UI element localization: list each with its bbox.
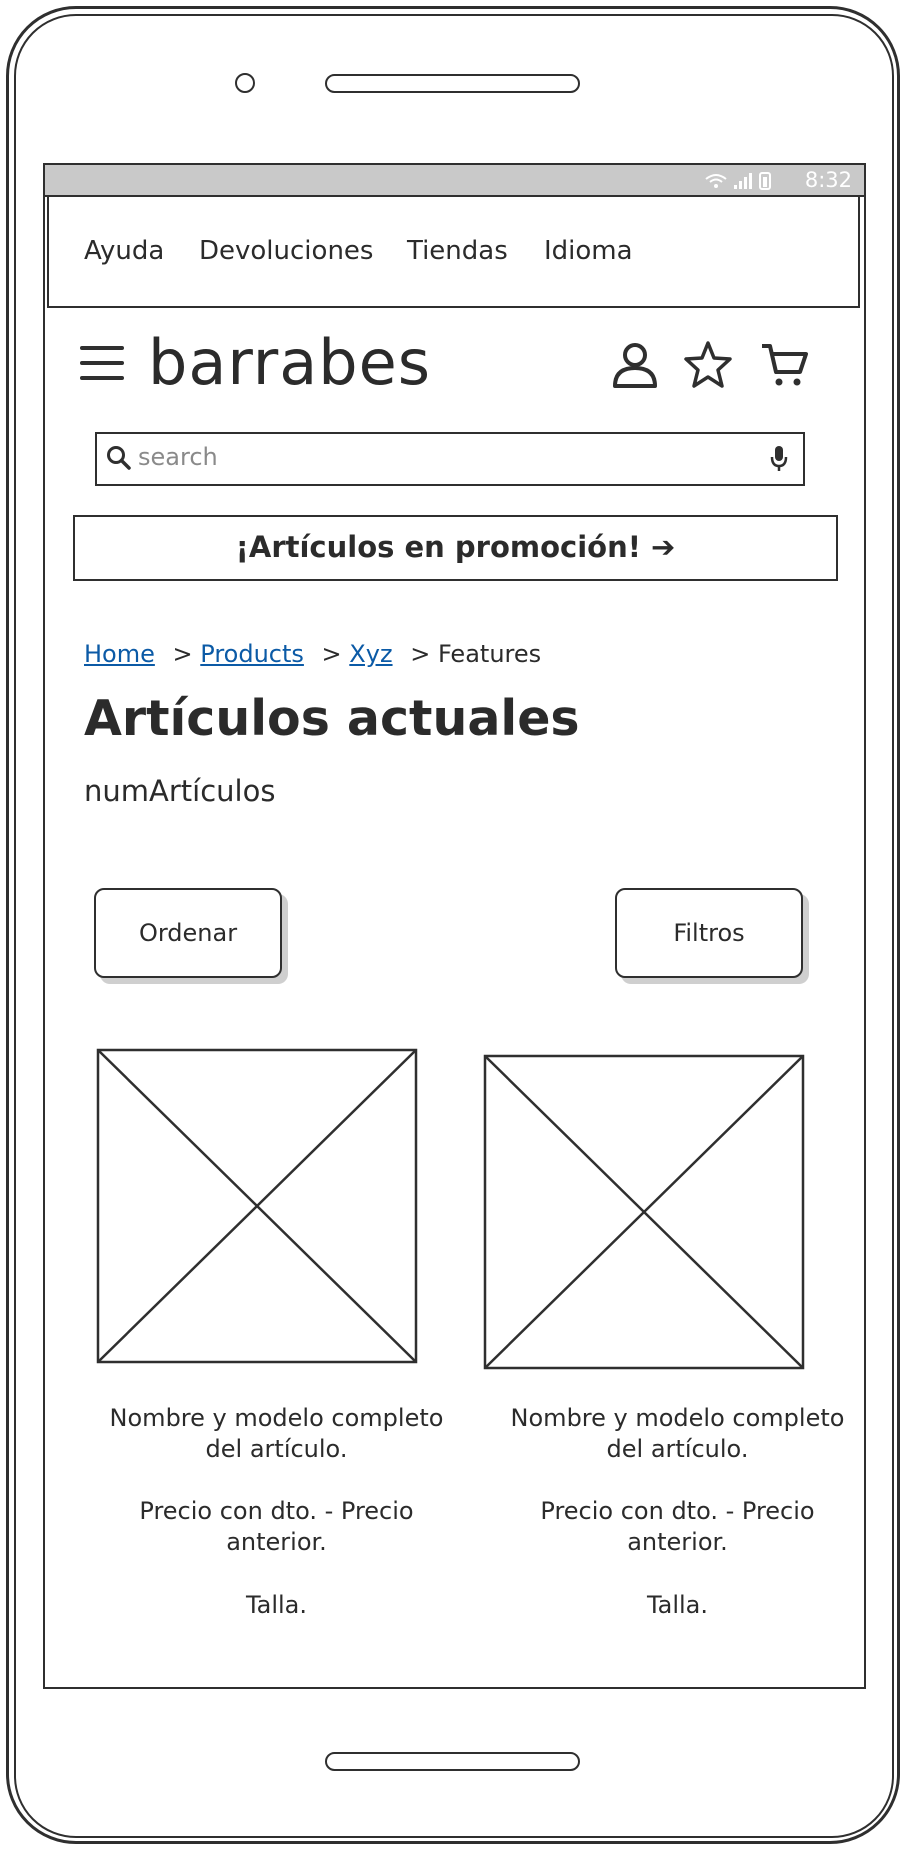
search-placeholder: search <box>138 443 218 471</box>
camera-icon <box>235 73 255 93</box>
speaker-grille <box>325 74 580 93</box>
item-count: numArtículos <box>84 774 276 808</box>
product-size: Talla. <box>646 1591 709 1619</box>
product-price: Precio con dto. - Precio anterior. <box>139 1497 414 1556</box>
search-icon <box>106 445 132 471</box>
topnav-item-ayuda[interactable]: Ayuda <box>84 236 165 266</box>
cart-icon[interactable] <box>760 340 810 390</box>
topnav-item-tiendas[interactable]: Tiendas <box>407 236 508 266</box>
breadcrumb-separator: > <box>172 640 193 668</box>
page-title: Artículos actuales <box>84 690 580 747</box>
breadcrumb-xyz[interactable]: Xyz <box>349 640 393 668</box>
status-icons <box>704 171 774 195</box>
product-price: Precio con dto. - Precio anterior. <box>540 1497 815 1556</box>
breadcrumb-home[interactable]: Home <box>84 640 155 668</box>
topnav-item-devoluciones[interactable]: Devoluciones <box>199 236 374 266</box>
breadcrumb <box>84 640 541 668</box>
product-image-placeholder[interactable] <box>96 1048 418 1364</box>
promo-banner-label: ¡Artículos en promoción! ➔ <box>235 530 676 564</box>
wifi-signal-battery-icon <box>704 171 774 191</box>
product-name[interactable]: Nombre y modelo completo del artículo. <box>510 1404 845 1463</box>
sort-button[interactable]: Ordenar <box>94 888 282 978</box>
product-size: Talla. <box>245 1591 308 1619</box>
microphone-icon[interactable] <box>769 444 789 474</box>
breadcrumb-products[interactable]: Products <box>200 640 304 668</box>
user-icon[interactable] <box>610 340 660 390</box>
breadcrumb-current: Features <box>437 640 542 668</box>
home-button[interactable] <box>325 1752 580 1771</box>
status-bar <box>45 165 864 197</box>
product-name[interactable]: Nombre y modelo completo del artículo. <box>109 1404 444 1463</box>
star-icon[interactable] <box>683 340 733 390</box>
topnav-item-idioma[interactable]: Idioma <box>544 236 633 266</box>
breadcrumb-separator: > <box>410 640 431 668</box>
menu-icon[interactable] <box>80 346 124 382</box>
breadcrumb-separator: > <box>321 640 342 668</box>
filter-button[interactable]: Filtros <box>615 888 803 978</box>
status-time: 8:32 <box>804 168 852 192</box>
logo[interactable]: barrabes <box>148 326 432 399</box>
product-image-placeholder[interactable] <box>483 1054 805 1370</box>
